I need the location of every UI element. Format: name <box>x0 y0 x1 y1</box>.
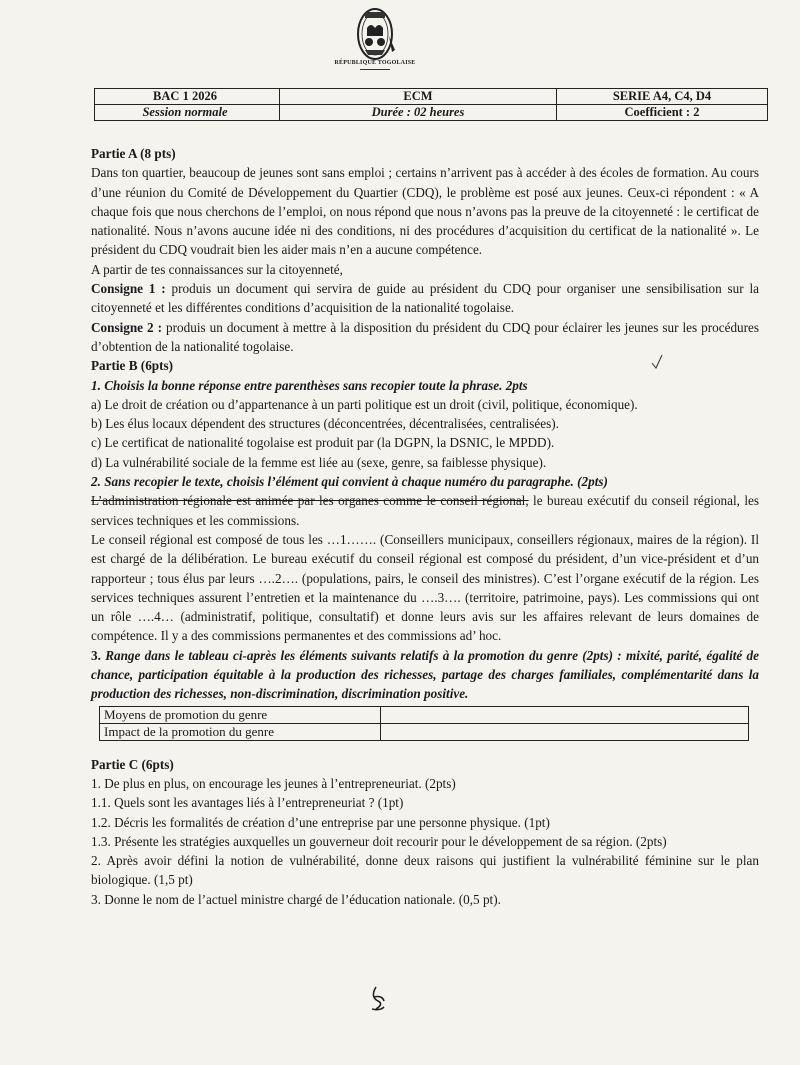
consigne-2-text: produis un document à mettre à la disposition du président du CDQ pour éclairer les jeunes sur les procédures d’obtention de la nationalité togolaise. <box>91 319 760 354</box>
part-a-text: Dans ton quartier, beaucoup de jeunes sont sans emploi ; certains n’arrivent pas à accéder à des écoles de formation. Au cours d’une réunion du Comité de Développement du Quartier (CDQ), le problème est posé aux jeunes. Ceux-ci répondent : « A chaque fois que nous cherchons de l’emploi, on nous répond que nous n’avons pas la preuve de la citoyenneté : le certificat de nationalité. Nous n’avons aucune idée ni des conditions, ni des procédures d’acquisition du certificat de la nationalité ». Le président du CDQ voudrait bien les aider mais n’en a aucune compétence. <box>91 165 759 258</box>
signature-icon <box>368 985 388 1013</box>
row-label: Moyens de promotion du genre <box>100 706 381 723</box>
consigne-1-text: produis un document qui servira de guide au président du CDQ pour organiser une sensibilisation sur la citoyenneté et les différentes conditions d’acquisition de la nationalité togolaise. <box>91 281 760 316</box>
part-c-item: 1. De plus en plus, on encourage les jeunes à l’entrepreneuriat. (2pts) <box>91 775 456 791</box>
answer-cell[interactable] <box>381 706 749 723</box>
duration: Durée : 02 heures <box>280 105 557 121</box>
exam-name: BAC 1 2026 <box>95 89 280 105</box>
part-b-q1-title: 1. Choisis la bonne réponse entre parenthèses sans recopier toute la phrase. 2pts <box>91 377 528 393</box>
coat-of-arms-icon <box>353 6 397 62</box>
answer-cell[interactable] <box>381 723 749 740</box>
part-b-q1-a: a) Le droit de création ou d’appartenance à un parti politique est un droit (civil, politique, économique). <box>91 396 638 412</box>
exam-header-table <box>94 88 768 121</box>
consigne-2-label: Consigne 2 : <box>91 319 163 335</box>
pen-mark-icon <box>650 354 664 370</box>
part-c-item: 1.3. Présente les stratégies auxquelles un gouverneur doit recourir pour le développement de sa région. (2pts) <box>91 833 667 849</box>
q3-title: Range dans le tableau ci-après les éléments suivants relatifs à la promotion du genre (2pts) : mixité, parité, égalité de chance, participation équitable à la production des richesses, partage des charges familiales, complémentarité dans la production des richesses, non-discrimination, discrimination positive. <box>91 647 759 702</box>
part-b-q2-intro <box>91 491 759 530</box>
table-row <box>100 706 749 723</box>
gender-promotion-table <box>99 706 749 741</box>
coefficient: Coefficient : 2 <box>557 105 768 121</box>
part-c-item: 1.1. Quels sont les avantages liés à l’entrepreneuriat ? (1pt) <box>91 795 404 811</box>
part-a-title: Partie A (8 pts) <box>91 146 176 161</box>
divider <box>360 69 390 70</box>
exam-content <box>91 144 759 909</box>
part-b-q2-paragraph: Le conseil régional est composé de tous les …1……. (Conseillers municipaux, conseillers régionaux, maires de la région). Il est chargé de la délibération. Le bureau exécutif du conseil régional est composé du président, d’un vice-président et d’un rapporteur ; tous élus par leurs ….2…. (populations, pairs, le conseil des ministres). C’est l’organe exécutif de la région. Les services techniques assurent l’entretien et la maintenance du ….3…. (territoire, patrimoine, pays). Les commissions qui ont un rôle ….4… (administratif, politique, consultatif) et donne leurs avis sur les affaires relevant de leurs domaines de compétence. Il y a des commissions permanentes et des commissions ad’ hoc. <box>91 531 759 644</box>
session: Session normale <box>95 105 280 121</box>
part-b-q1-d: d) La vulnérabilité sociale de la femme est liée au (sexe, genre, sa faiblesse physique). <box>91 454 547 470</box>
consigne-1 <box>91 279 759 318</box>
part-c-title: Partie C (6pts) <box>91 756 174 772</box>
part-c-item: 2. Après avoir défini la notion de vulnérabilité, donne deux raisons qui justifient la vulnérabilité féminine sur le plan biologique. (1,5 pt) <box>91 853 759 888</box>
consigne-1-label: Consigne 1 : <box>91 281 166 297</box>
q3-number: 3. <box>91 647 106 663</box>
part-b-q1-c: c) Le certificat de nationalité togolaise est produit par (la DGPN, la DSNIC, le MPDD). <box>91 435 555 451</box>
table-row <box>100 723 749 740</box>
part-c-item: 3. Donne le nom de l’actuel ministre chargé de l’éducation nationale. (0,5 pt). <box>91 891 501 907</box>
consigne-2 <box>91 318 759 357</box>
part-c-item: 1.2. Décris les formalités de création d’une entreprise par une personne physique. (1pt) <box>91 814 550 830</box>
q2-intro-rest: le bureau exécutif du conseil régional, les services techniques et les commissions. <box>91 493 760 528</box>
subject: ECM <box>280 89 557 105</box>
part-b-q2-title: 2. Sans recopier le texte, choisis l’élément qui convient à chaque numéro du paragraphe. (2pts) <box>91 474 608 490</box>
spacer <box>91 745 759 755</box>
struck-text: L’administration régionale est animée par les organes comme le conseil régional, <box>91 493 529 509</box>
row-label: Impact de la promotion du genre <box>100 723 381 740</box>
country-label: RÉPUBLIQUE TOGOLAISE <box>334 60 416 66</box>
part-b-q1-b: b) Les élus locaux dépendent des structures (déconcentrées, décentralisées, centralisées). <box>91 416 559 432</box>
series: SERIE A4, C4, D4 <box>557 89 768 105</box>
part-a-intro: A partir de tes connaissances sur la citoyenneté, <box>91 261 343 277</box>
part-b-title: Partie B (6pts) <box>91 358 174 374</box>
part-b-q3 <box>91 646 759 704</box>
